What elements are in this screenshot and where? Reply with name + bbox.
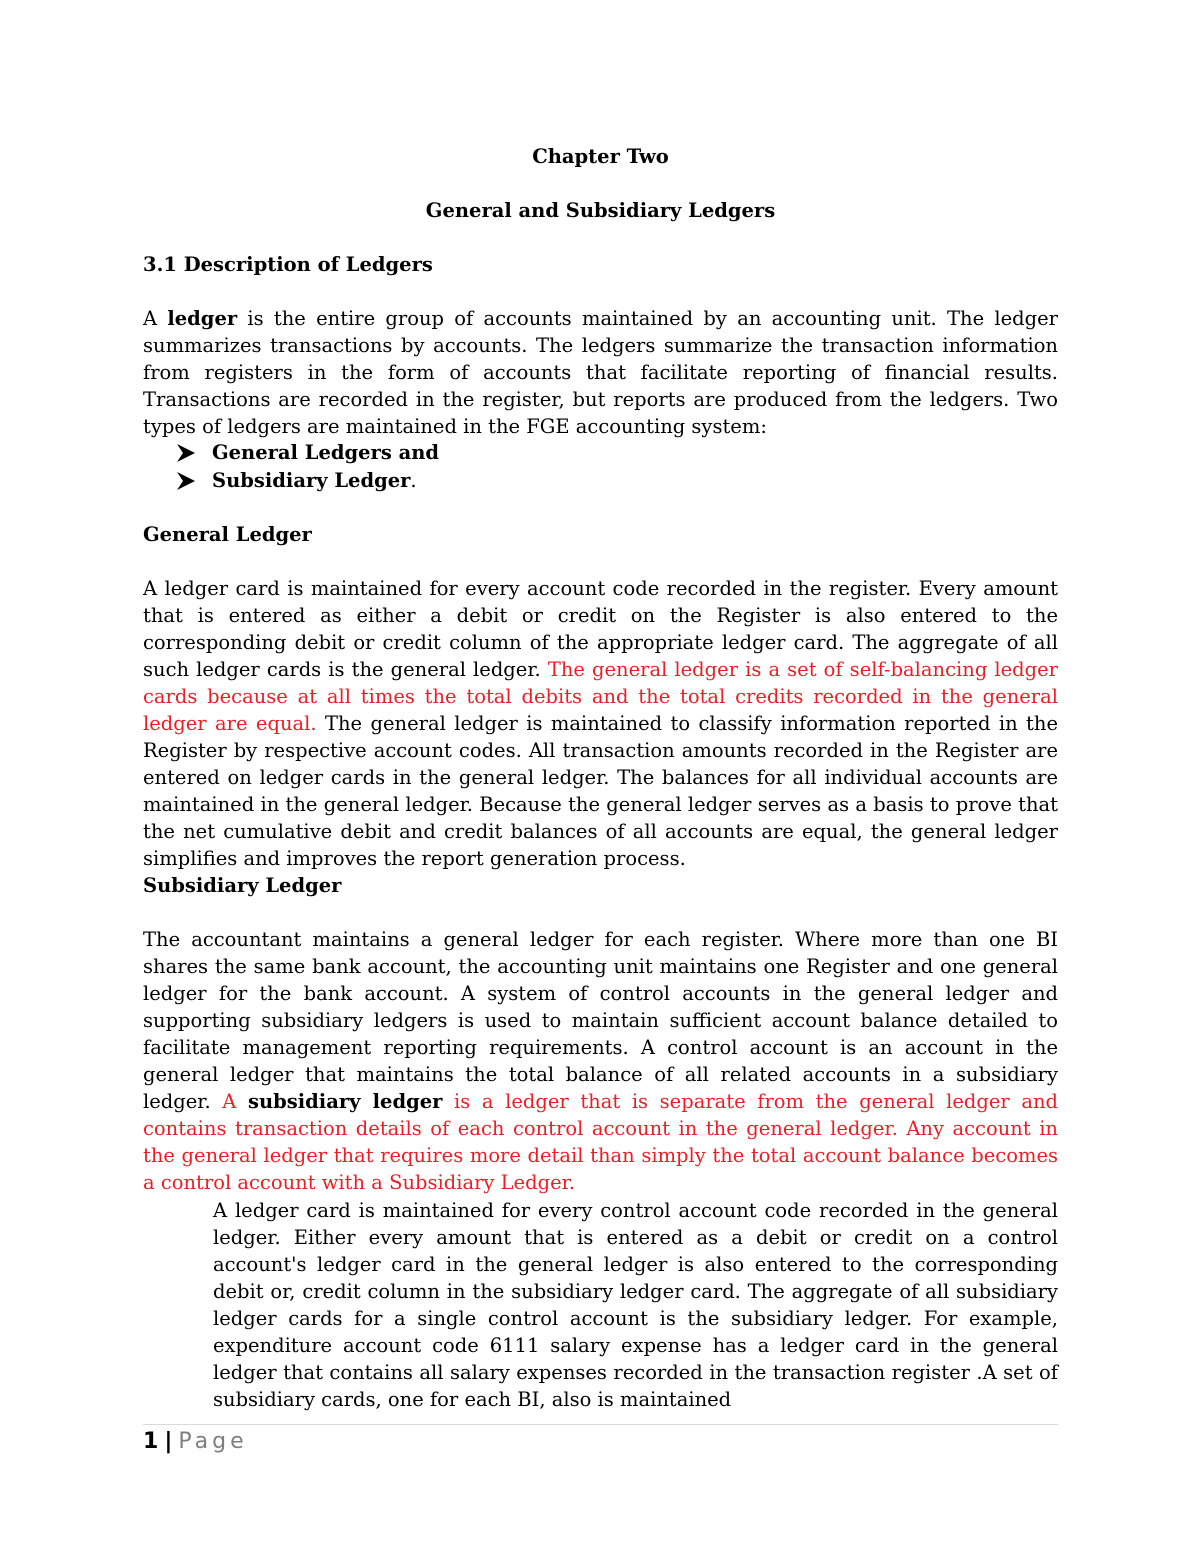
page-label: Page — [178, 1429, 248, 1454]
document-page — [143, 0, 1058, 1553]
section-heading: 3.1 Description of Ledgers — [143, 253, 433, 276]
intro-paragraph — [143, 305, 1058, 440]
arrow-bullet-icon — [175, 471, 197, 491]
subsidiary-ledger-heading: Subsidiary Ledger — [143, 874, 342, 897]
document-subtitle: General and Subsidiary Ledgers — [425, 199, 776, 222]
subsidiary-highlight-a: A — [222, 1090, 248, 1113]
footer-divider — [143, 1424, 1058, 1425]
general-ledger-text-start: A ledger card is maintained for every account code recorded in the register. Every amount that is entered as either a debit or credit on the Register is also entered to the corresponding debit or credit column of the appropriate ledger card. The aggregate of all such ledger cards is the general ledger. — [143, 577, 1058, 681]
list-item-suffix: . — [410, 469, 417, 492]
subsidiary-ledger-paragraph — [143, 926, 1058, 1196]
ledger-term: ledger — [167, 307, 238, 330]
list-item-text: General Ledgers and — [212, 441, 440, 464]
arrow-bullet-icon — [175, 443, 197, 463]
general-ledger-paragraph — [143, 575, 1058, 872]
page-number: 1 — [143, 1429, 159, 1454]
page-footer — [143, 1428, 248, 1456]
list-item — [175, 439, 439, 467]
intro-text-rest: is the entire group of accounts maintained by an accounting unit. The ledger summarizes transactions by accounts. The ledgers summarize the transaction information from registers in the form of accounts that facilitate reporting of financial results. Transactions are recorded in the register, but reports are produced from the ledgers. Two types of ledgers are maintained in the FGE accounting system: — [143, 307, 1058, 438]
ledger-types-list — [175, 439, 439, 495]
general-ledger-highlight: The general ledger is a set of self-balancing ledger cards because at all times the total debits and the total credits recorded in the general ledger are equal. — [143, 658, 1059, 735]
footer-separator: | — [164, 1429, 173, 1454]
general-ledger-text-rest: The general ledger is maintained to classify information reported in the Register by respective account codes. All transaction amounts recorded in the Register are entered on ledger cards in the general ledger. The balances for all individual accounts are maintained in the general ledger. Because the general ledger serves as a basis to prove that the net cumulative debit and credit balances of all accounts are equal, the general ledger simplifies and improves the report generation process. — [143, 712, 1058, 870]
subsidiary-highlight-b: is a ledger that is separate from the general ledger and contains transaction details of each control account in the general ledger. Any account in the general ledger that requires more detail than simply the total account balance becomes a control account with a Subsidiary Ledger. — [143, 1090, 1059, 1194]
subsidiary-ledger-text-start: The accountant maintains a general ledger for each register. Where more than one BI shares the same bank account, the accounting unit maintains one Register and one general ledger for the bank account. A system of control accounts in the general ledger and supporting subsidiary ledgers is used to maintain sufficient account balance detailed to facilitate management reporting requirements. A control account is an account in the general ledger that maintains the total balance of all related accounts in a subsidiary ledger. — [143, 928, 1058, 1113]
list-item — [175, 467, 439, 495]
general-ledger-heading: General Ledger — [143, 523, 312, 546]
indented-paragraph: A ledger card is maintained for every control account code recorded in the general ledger. Either every amount that is entered as a debit or credit on a control account's ledger card in the general ledger is also entered to the corresponding debit or, credit column in the subsidiary ledger card. The aggregate of all subsidiary ledger cards for a single control account is the subsidiary ledger. For example, expenditure account code 6111 salary expense has a ledger card in the general ledger that contains all salary expenses recorded in the transaction register .A set of subsidiary cards, one for each BI, also is maintained — [213, 1199, 1058, 1411]
chapter-title: Chapter Two — [532, 145, 669, 168]
intro-text-start: A — [143, 307, 168, 330]
subsidiary-ledger-term: subsidiary ledger — [247, 1090, 443, 1113]
list-item-text: Subsidiary Ledger — [212, 469, 411, 492]
